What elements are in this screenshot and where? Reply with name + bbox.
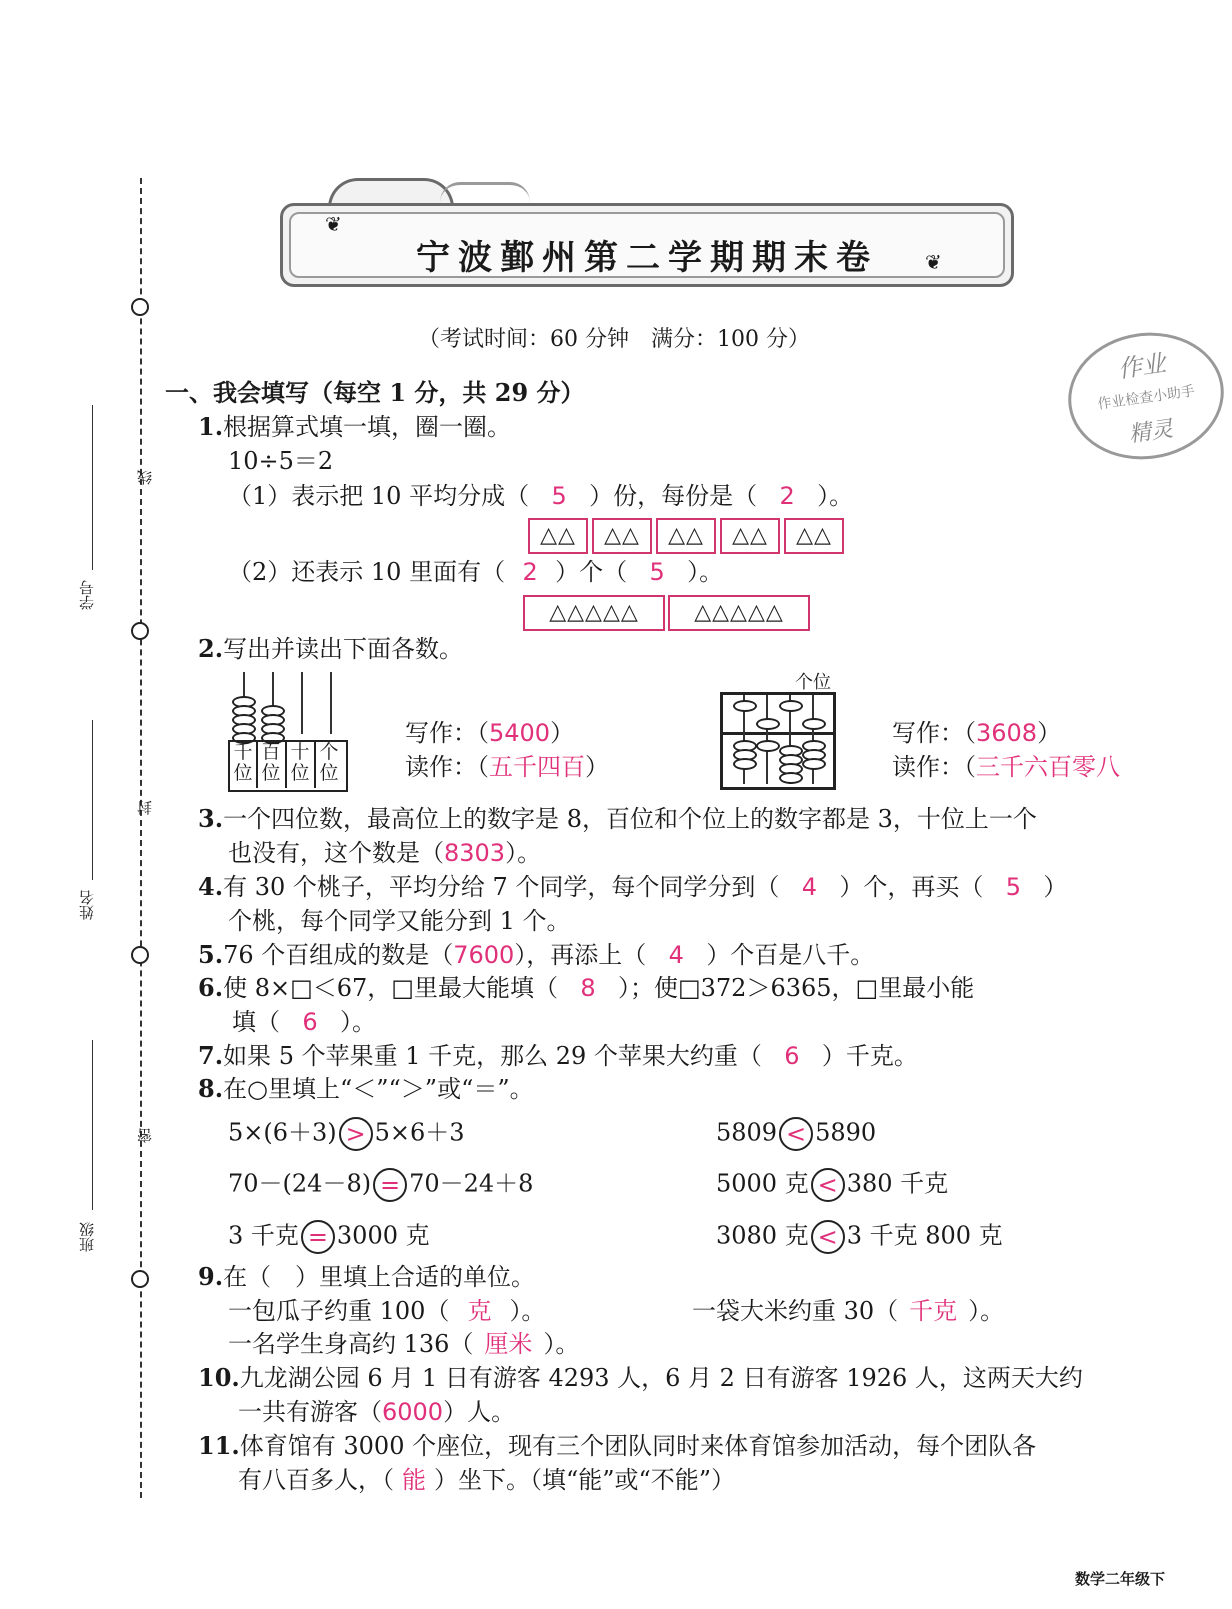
answer: 3608 bbox=[976, 719, 1038, 747]
compare-item: 70－(24－8) = 70－24＋8 bbox=[228, 1168, 533, 1202]
question-1: 1.根据算式填一填，圈一圈。 bbox=[198, 412, 512, 441]
triangle-group: △△ bbox=[656, 518, 716, 554]
answer: 5 bbox=[1005, 873, 1022, 901]
question-2: 2.写出并读出下面各数。 bbox=[198, 634, 464, 663]
q2-write-2: 写作：（3608） bbox=[892, 719, 1062, 747]
name-label: 姓名 bbox=[78, 890, 96, 920]
answer: = bbox=[373, 1168, 407, 1202]
binding-line bbox=[140, 178, 142, 1498]
answer: 五千四百 bbox=[489, 753, 585, 781]
place-label: 百位 bbox=[261, 741, 281, 784]
class-label: 班级 bbox=[78, 1222, 96, 1252]
answer: 5 bbox=[649, 558, 665, 586]
answer: 8303 bbox=[444, 839, 506, 867]
question-10: 10.九龙湖公园 6 月 1 日有游客 4293 人，6 月 2 日有游客 1926 人，这两天大约 bbox=[198, 1363, 1083, 1392]
compare-item: 3080 克 < 3 千克 800 克 bbox=[716, 1220, 1003, 1254]
answer: 5 bbox=[551, 482, 567, 510]
question-4-line2: 个桃，每个同学又能分到 1 个。 bbox=[228, 907, 571, 935]
butterfly-icon: ❦ bbox=[325, 212, 342, 236]
compare-item: 5809 < 5890 bbox=[716, 1117, 876, 1151]
q2-read-1: 读作：（五千四百） bbox=[405, 753, 609, 781]
answer: 6000 bbox=[382, 1398, 444, 1426]
q9-item: 一袋大米约重 30（ 千克 ）。 bbox=[692, 1297, 1005, 1325]
answer: < bbox=[811, 1220, 845, 1254]
question-9: 9.在（ ）里填上合适的单位。 bbox=[198, 1262, 536, 1291]
student-no-blank bbox=[92, 405, 93, 570]
triangle-group: △△△△△ bbox=[523, 595, 665, 631]
answer: 能 bbox=[402, 1466, 426, 1494]
q1-formula: 10÷5＝2 bbox=[228, 447, 334, 475]
place-label: 个位 bbox=[319, 741, 339, 784]
exam-title: 宁波鄞州第二学期期末卷 bbox=[416, 238, 878, 278]
answer: 8 bbox=[580, 974, 596, 1002]
answer: = bbox=[301, 1220, 335, 1254]
q9-item: 一名学生身高约 136（ 厘米 ）。 bbox=[228, 1330, 580, 1358]
q9-item: 一包瓜子约重 100（ 克 ）。 bbox=[228, 1297, 546, 1325]
answer: 6 bbox=[302, 1008, 318, 1036]
binding-hole bbox=[131, 622, 149, 640]
class-blank bbox=[92, 1040, 93, 1210]
answer: 千克 bbox=[909, 1297, 958, 1325]
question-3: 3.一个四位数，最高位上的数字是 8，百位和个位上的数字都是 3，十位上一个 bbox=[198, 804, 1037, 833]
answer: > bbox=[339, 1117, 373, 1151]
question-10-line2: 一共有游客（6000）人。 bbox=[238, 1398, 516, 1426]
margin-label-seal: 封 bbox=[136, 800, 154, 815]
answer: 5400 bbox=[489, 719, 551, 747]
abacus-label: 个位 bbox=[795, 672, 831, 693]
question-7: 7.如果 5 个苹果重 1 千克，那么 29 个苹果大约重（ 6 ）千克。 bbox=[198, 1041, 918, 1070]
answer: 2 bbox=[779, 482, 795, 510]
question-5: 5.76 个百组成的数是（7600），再添上（ 4 ）个百是八千。 bbox=[198, 940, 875, 969]
triangle-group: △△△△△ bbox=[668, 595, 810, 631]
binding-hole bbox=[131, 1270, 149, 1288]
answer: 2 bbox=[522, 558, 538, 586]
triangle-group: △△ bbox=[592, 518, 652, 554]
question-6: 6.使 8×□＜67，□里最大能填（ 8 ）；使□372＞6365，□里最小能 bbox=[198, 973, 975, 1002]
title-banner bbox=[280, 203, 1014, 287]
compare-item: 5×(6＋3) > 5×6＋3 bbox=[228, 1117, 465, 1151]
answer: 6 bbox=[784, 1042, 800, 1070]
page-footer: 数学二年级下 bbox=[1074, 1570, 1165, 1588]
homework-helper-stamp: 作业 作业检查小助手 精灵 bbox=[1060, 323, 1232, 469]
compare-item: 3 千克 = 3000 克 bbox=[228, 1220, 430, 1254]
margin-label-mi: 密 bbox=[136, 1128, 154, 1143]
answer: 7600 bbox=[453, 941, 515, 969]
margin-label-line: 线 bbox=[136, 470, 154, 485]
q2-read-2: 读作：（三千六百零八 bbox=[892, 753, 1120, 781]
place-label: 十位 bbox=[290, 741, 310, 784]
answer: 4 bbox=[668, 941, 684, 969]
place-label: 千位 bbox=[233, 741, 253, 784]
answer: 厘米 bbox=[484, 1330, 533, 1358]
question-6-line2: 填（ 6 ）。 bbox=[232, 1008, 376, 1036]
answer: < bbox=[811, 1168, 845, 1202]
question-11-line2: 有八百多人，（ 能 ）坐下。（填“能”或“不能”） bbox=[238, 1466, 736, 1494]
question-11: 11.体育馆有 3000 个座位，现有三个团队同时来体育馆参加活动，每个团队各 bbox=[198, 1431, 1037, 1460]
triangle-group: △△ bbox=[720, 518, 780, 554]
answer: 三千六百零八 bbox=[976, 753, 1120, 781]
compare-item: 5000 克 < 380 千克 bbox=[716, 1168, 948, 1202]
question-3-line2: 也没有，这个数是（8303）。 bbox=[228, 839, 542, 867]
binding-hole bbox=[131, 298, 149, 316]
student-no-label: 学号 bbox=[78, 580, 96, 610]
question-4: 4.有 30 个桃子，平均分给 7 个同学，每个同学分到（ 4 ）个，再买（ 5 ） bbox=[198, 872, 1068, 901]
triangle-group: △△ bbox=[784, 518, 844, 554]
answer: 4 bbox=[801, 873, 818, 901]
answer: 克 bbox=[467, 1297, 492, 1325]
butterfly-icon: ❦ bbox=[925, 250, 942, 274]
answer: < bbox=[779, 1117, 813, 1151]
question-8: 8.在○里填上“＜”“＞”或“＝”。 bbox=[198, 1074, 534, 1103]
q1-part1: （1）表示把 10 平均分成（ 5 ）份，每份是（ 2 ）。 bbox=[228, 482, 854, 510]
triangle-group: △△ bbox=[528, 518, 588, 554]
exam-info: （考试时间：60 分钟 满分：100 分） bbox=[418, 327, 810, 352]
q1-part2: （2）还表示 10 里面有（ 2 ）个（ 5 ）。 bbox=[228, 558, 724, 586]
binding-hole bbox=[131, 946, 149, 964]
name-blank bbox=[92, 720, 93, 880]
q2-write-1: 写作：（5400） bbox=[405, 719, 575, 747]
section-heading: 一、我会填写（每空 1 分，共 29 分） bbox=[165, 378, 585, 407]
